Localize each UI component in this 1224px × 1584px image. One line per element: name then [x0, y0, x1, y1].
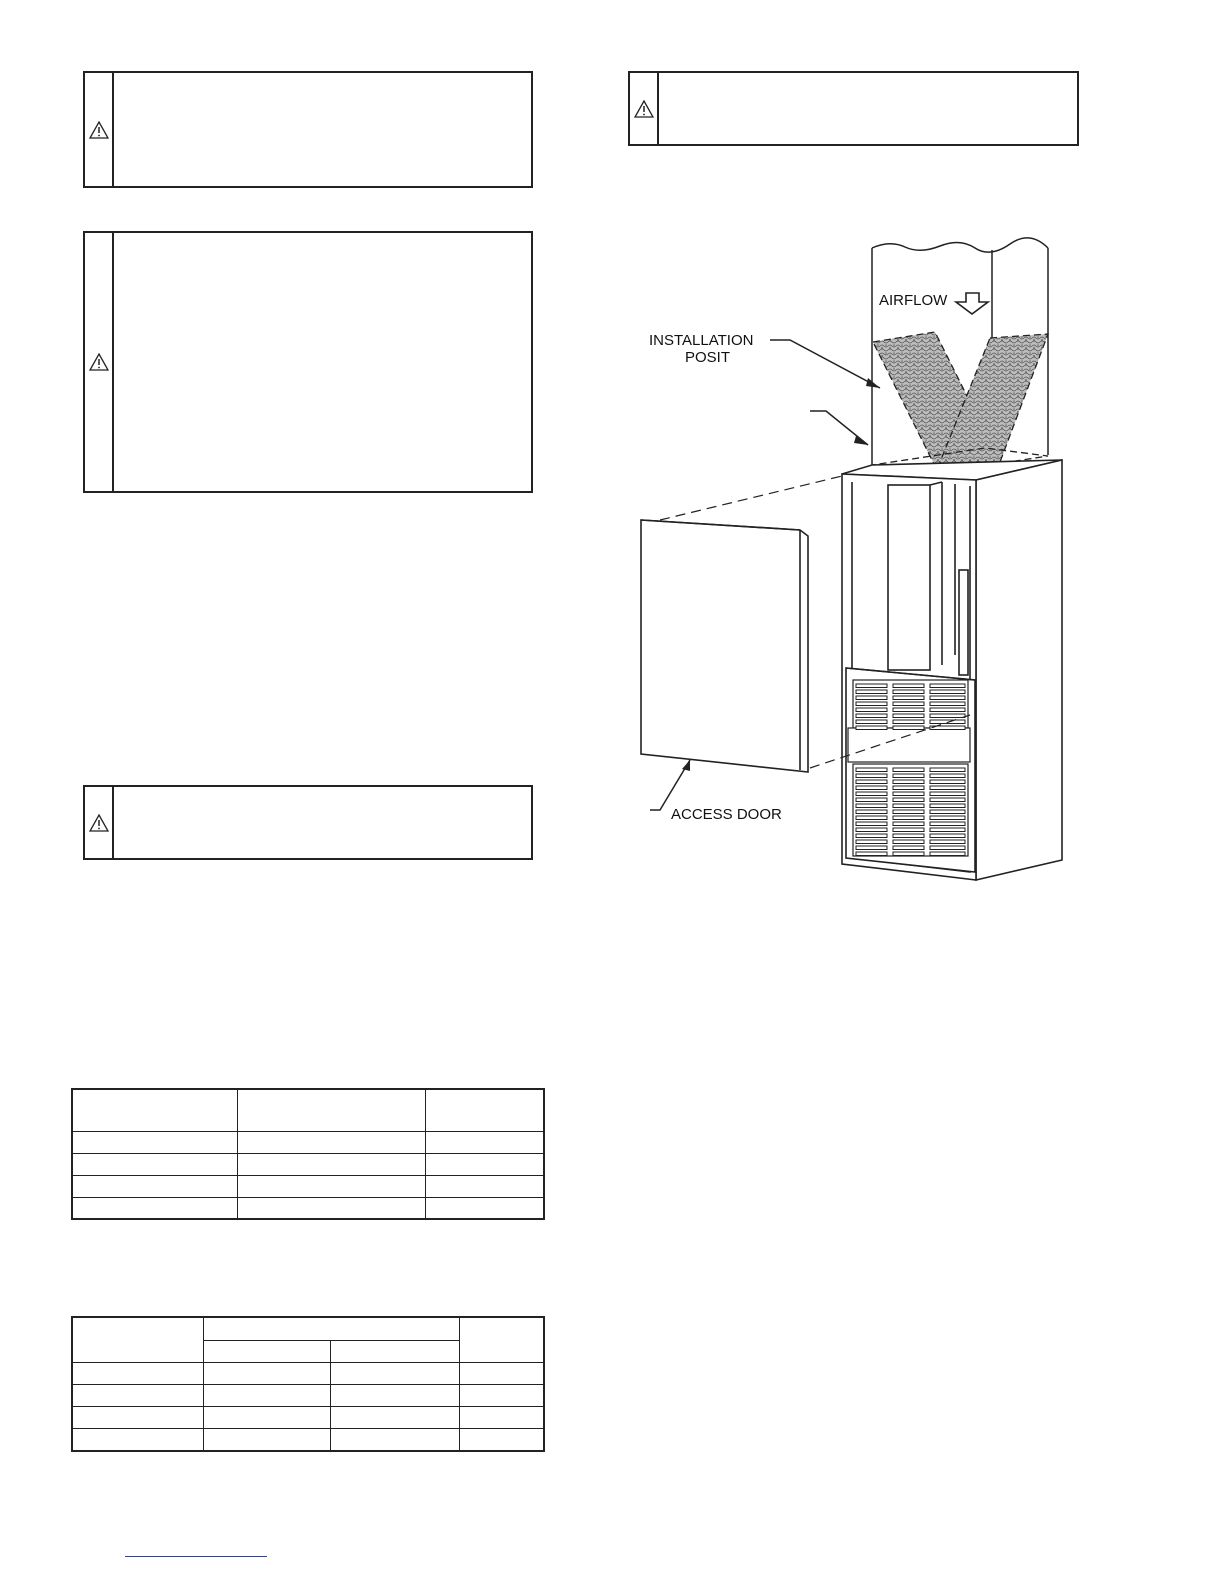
access-door	[641, 520, 808, 772]
louver-slat	[856, 768, 887, 772]
louver-slat	[930, 822, 965, 826]
louver-slat	[930, 786, 965, 790]
table-cell	[331, 1362, 459, 1384]
warning-box-4	[628, 71, 1079, 146]
louver-slat	[856, 804, 887, 808]
installation-label: INSTALLATION	[649, 332, 754, 349]
louver-slat	[856, 852, 887, 856]
table-row	[72, 1362, 544, 1384]
warning-triangle-icon	[89, 353, 109, 371]
louver-slat	[893, 816, 924, 820]
warning-triangle-icon	[89, 814, 109, 832]
louver-slat	[893, 702, 924, 706]
table-cell	[459, 1317, 544, 1362]
louver-slat	[856, 696, 887, 700]
table-cell	[459, 1384, 544, 1406]
table-cell	[72, 1407, 203, 1429]
louver-slat	[930, 810, 965, 814]
table-cell	[72, 1429, 203, 1451]
installation-label-line-2: POSIT	[685, 349, 731, 366]
table-cell	[72, 1384, 203, 1406]
warning-strip	[85, 787, 114, 858]
table-cell	[331, 1429, 459, 1451]
table-row	[72, 1131, 544, 1153]
table-cell	[72, 1175, 237, 1197]
louver-slat	[856, 834, 887, 838]
louver-slat	[930, 798, 965, 802]
filter-media	[873, 332, 1048, 472]
table-cell	[331, 1340, 459, 1362]
airflow-label: AIRFLOW	[879, 292, 948, 309]
table-cell	[237, 1197, 425, 1219]
louver-slat	[856, 708, 887, 712]
table-cell	[237, 1089, 425, 1131]
warning-box-2	[83, 231, 533, 493]
warning-strip	[630, 73, 659, 144]
louver-slat	[856, 726, 887, 730]
louver-slat	[930, 828, 965, 832]
louver-slat	[856, 690, 887, 694]
table-cell	[459, 1362, 544, 1384]
louver-slat	[930, 792, 965, 796]
louver-slat	[856, 780, 887, 784]
table-row	[72, 1407, 544, 1429]
warning-box-3	[83, 785, 533, 860]
table-1	[71, 1088, 545, 1220]
table-header-row	[72, 1317, 544, 1340]
louver-slat	[930, 804, 965, 808]
table-cell	[72, 1131, 237, 1153]
table-cell	[72, 1362, 203, 1384]
table-2	[71, 1316, 545, 1452]
louver-slat	[856, 714, 887, 718]
louver-slat	[856, 828, 887, 832]
louver-slat	[893, 696, 924, 700]
louver-slat	[856, 810, 887, 814]
louver-slat	[856, 822, 887, 826]
table-row	[72, 1429, 544, 1451]
louver-slat	[893, 822, 924, 826]
table-cell	[331, 1384, 459, 1406]
table-row	[72, 1153, 544, 1175]
table-cell	[237, 1153, 425, 1175]
table-cell	[72, 1197, 237, 1219]
louver-slat	[893, 846, 924, 850]
louver-slat	[930, 696, 965, 700]
table-cell	[72, 1317, 203, 1362]
louver-slat	[856, 720, 887, 724]
louver-slat	[893, 780, 924, 784]
table-header-row	[72, 1089, 544, 1131]
louver-slat	[893, 714, 924, 718]
louver-slat	[930, 852, 965, 856]
louver-slat	[930, 702, 965, 706]
louver-slat	[893, 804, 924, 808]
louver-slat	[893, 726, 924, 730]
table-cell	[331, 1407, 459, 1429]
warning-strip	[85, 233, 114, 491]
access-door-label: ACCESS DOOR	[671, 806, 782, 823]
louver-slat	[930, 816, 965, 820]
table-group-header	[203, 1317, 459, 1340]
louver-slat	[893, 834, 924, 838]
louver-slat	[930, 834, 965, 838]
table-cell	[203, 1384, 330, 1406]
louver-slat	[856, 798, 887, 802]
louver-slat	[893, 684, 924, 688]
table-cell	[203, 1429, 330, 1451]
louver-slat	[856, 774, 887, 778]
louver-slat	[893, 810, 924, 814]
warning-box-1	[83, 71, 533, 188]
warning-triangle-icon	[89, 121, 109, 139]
louver-slat	[893, 774, 924, 778]
louver-slat	[856, 816, 887, 820]
table-row	[72, 1175, 544, 1197]
table-cell	[425, 1089, 544, 1131]
louver-slat	[893, 798, 924, 802]
louver-rows	[856, 684, 965, 856]
table-cell	[72, 1089, 237, 1131]
table-cell	[72, 1153, 237, 1175]
louver-slat	[893, 720, 924, 724]
warning-strip	[85, 73, 114, 186]
louver-slat	[856, 786, 887, 790]
airflow-arrow-icon	[956, 293, 988, 314]
table-cell	[459, 1429, 544, 1451]
table-cell	[425, 1131, 544, 1153]
table-cell	[459, 1407, 544, 1429]
louver-slat	[930, 684, 965, 688]
louver-slat	[893, 828, 924, 832]
louver-slat	[930, 774, 965, 778]
louver-slat	[930, 708, 965, 712]
furnace-filter-illustration	[600, 230, 1080, 900]
louver-slat	[856, 684, 887, 688]
louver-slat	[930, 780, 965, 784]
table-row	[72, 1197, 544, 1219]
louver-slat	[856, 792, 887, 796]
louver-slat	[893, 840, 924, 844]
louver-slat	[893, 768, 924, 772]
louver-slat	[893, 792, 924, 796]
louver-slat	[856, 846, 887, 850]
table-cell	[203, 1340, 330, 1362]
louver-slat	[930, 768, 965, 772]
table-cell	[425, 1175, 544, 1197]
louver-slat	[893, 708, 924, 712]
table-row	[72, 1384, 544, 1406]
footer-link[interactable]	[125, 1556, 267, 1557]
louver-slat	[930, 714, 965, 718]
louver-slat	[893, 852, 924, 856]
louver-slat	[930, 690, 965, 694]
table-cell	[203, 1407, 330, 1429]
table-cell	[425, 1153, 544, 1175]
table-cell	[237, 1175, 425, 1197]
louver-slat	[856, 840, 887, 844]
louver-slat	[930, 840, 965, 844]
louver-slat	[893, 690, 924, 694]
louver-slat	[893, 786, 924, 790]
warning-triangle-icon	[634, 100, 654, 118]
table-cell	[203, 1362, 330, 1384]
table-cell	[237, 1131, 425, 1153]
louver-slat	[930, 846, 965, 850]
table-cell	[425, 1197, 544, 1219]
louver-slat	[856, 702, 887, 706]
